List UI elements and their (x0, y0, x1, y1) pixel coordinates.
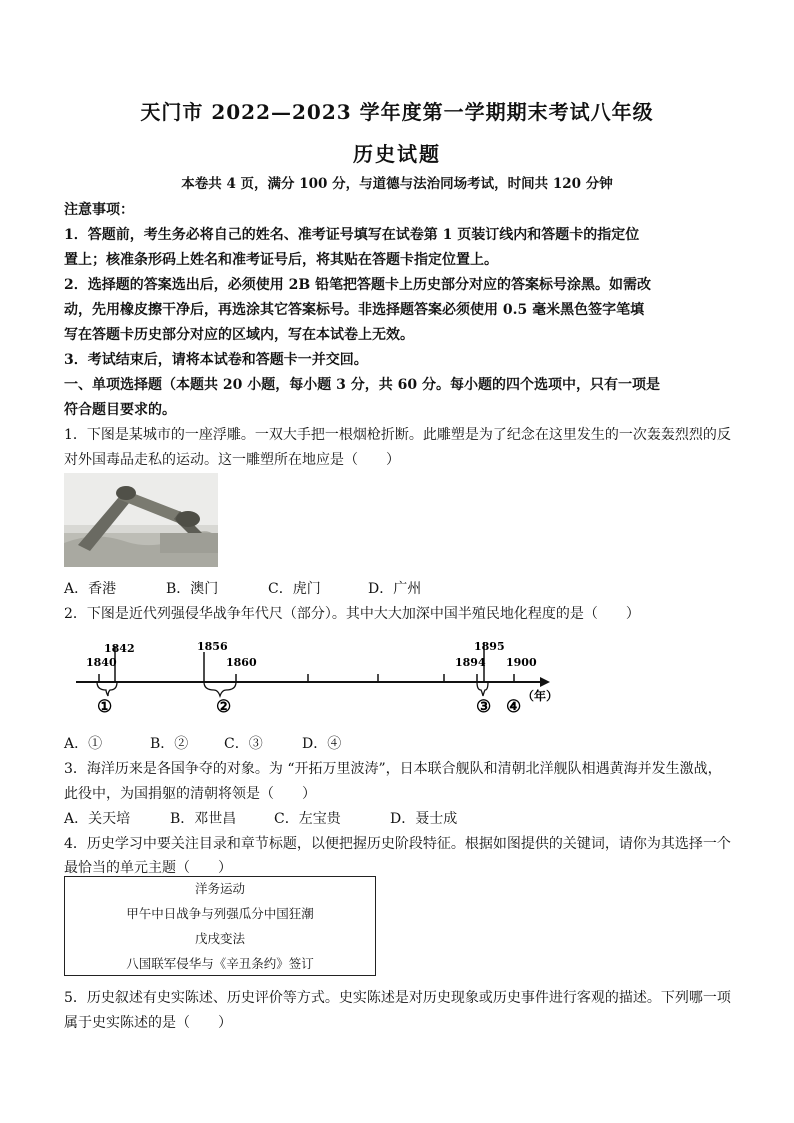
note-line: 写在答题卡历史部分对应的区域内，写在本试卷上无效。 (64, 327, 414, 343)
year-label-1856: 1856 (197, 640, 228, 653)
section-heading-cont: 符合题目要求的。 (64, 402, 176, 418)
question-3-text-cont: 此役中，为国捐躯的清朝将领是（ ） (64, 786, 316, 802)
option-b[interactable]: B．② (150, 736, 189, 752)
note-line: 置上；核准条形码上姓名和准考证号后，将其贴在答题卡指定位置上。 (64, 252, 498, 268)
keyword-item: 戊戌变法 (194, 931, 245, 946)
year-label-1840: 1840 (86, 656, 117, 669)
question-1-options (64, 578, 421, 598)
question-4-text: 4．历史学习中要关注目录和章节标题，以便把握历史阶段特征。根据如图提供的关键词，请你为其选择一个 (64, 836, 731, 852)
question-1-text-cont: 对外国毒品走私的运动。这一雕塑所在地应是（ ） (64, 452, 400, 468)
keyword-box (64, 876, 376, 976)
note-line: 1．答题前，考生务必将自己的姓名、准考证号填写在试卷第 1 页装订线内和答题卡的指定位 (64, 227, 640, 243)
option-a[interactable]: A．香港 (64, 581, 117, 597)
year-label-1900: 1900 (506, 656, 537, 669)
option-b[interactable]: B．邓世昌 (170, 811, 237, 827)
keyword-item: 洋务运动 (194, 881, 245, 896)
option-a[interactable]: A．① (64, 736, 103, 752)
exam-info: 本卷共 4 页，满分 100 分，与道德与法治同场考试，时间共 120 分钟 (181, 176, 613, 192)
marker-1: ① (97, 697, 113, 717)
option-c[interactable]: C．③ (224, 736, 263, 752)
notes-heading: 注意事项： (64, 202, 134, 218)
year-label-1894: 1894 (455, 656, 486, 669)
question-1-text: 1．下图是某城市的一座浮雕。一双大手把一根烟枪折断。此雕塑是为了纪念在这里发生的一次轰轰烈烈的反 (64, 427, 731, 443)
option-c[interactable]: C．虎门 (268, 581, 321, 597)
subject-title: 历史试题 (353, 142, 441, 166)
year-label-1842: 1842 (104, 642, 135, 655)
keyword-item: 甲午中日战争与列强瓜分中国狂潮 (126, 906, 314, 921)
question-3-options (64, 808, 457, 828)
question-2-text: 2．下图是近代列强侵华战争年代尺（部分）。其中大大加深中国半殖民地化程度的是（ ） (64, 606, 640, 622)
option-b[interactable]: B．澳门 (166, 581, 219, 597)
question-5-text-cont: 属于史实陈述的是（ ） (64, 1015, 232, 1031)
note-line: 动，先用橡皮擦干净后，再选涂其它答案标号。非选择题答案必须使用 0.5 毫米黑色签字笔填 (64, 302, 645, 318)
marker-3: ③ (476, 697, 492, 717)
section-heading: 一、单项选择题（本题共 20 小题，每小题 3 分，共 60 分。每小题的四个选项中，只有一项是 (64, 377, 660, 393)
keyword-item: 八国联军侵华与《辛丑条约》签订 (126, 956, 314, 971)
question-5-text: 5．历史叙述有史实陈述、历史评价等方式。史实陈述是对历史现象或历史事件进行客观的描述。下列哪一项 (64, 990, 731, 1006)
option-a[interactable]: A．关天培 (64, 811, 131, 827)
note-line: 3．考试结束后，请将本试卷和答题卡一并交回。 (64, 352, 368, 368)
year-label-1895: 1895 (474, 640, 505, 653)
option-c[interactable]: C．左宝贵 (274, 811, 341, 827)
sculpture-photo (64, 473, 218, 567)
marker-2: ② (216, 697, 232, 717)
question-4-text-cont: 最恰当的单元主题（ ） (64, 860, 232, 876)
option-d[interactable]: D．聂士成 (390, 811, 458, 827)
war-timeline (64, 628, 584, 740)
option-d[interactable]: D．广州 (368, 581, 422, 597)
note-line: 2．选择题的答案选出后，必须使用 2B 铅笔把答题卡上历史部分对应的答案标号涂黑。如需改 (64, 277, 652, 293)
exam-title: 天门市 2022—2023 学年度第一学期期末考试八年级 (140, 100, 654, 124)
question-2-options (64, 733, 341, 753)
year-label-1860: 1860 (226, 656, 257, 669)
question-3-text: 3．海洋历来是各国争夺的对象。为 “开拓万里波涛”，日本联合舰队和清朝北洋舰队相遇黄海并发生激战， (64, 761, 722, 777)
year-unit-label: （年） (522, 689, 559, 703)
option-d[interactable]: D．④ (302, 736, 342, 752)
marker-4: ④ (506, 697, 522, 717)
